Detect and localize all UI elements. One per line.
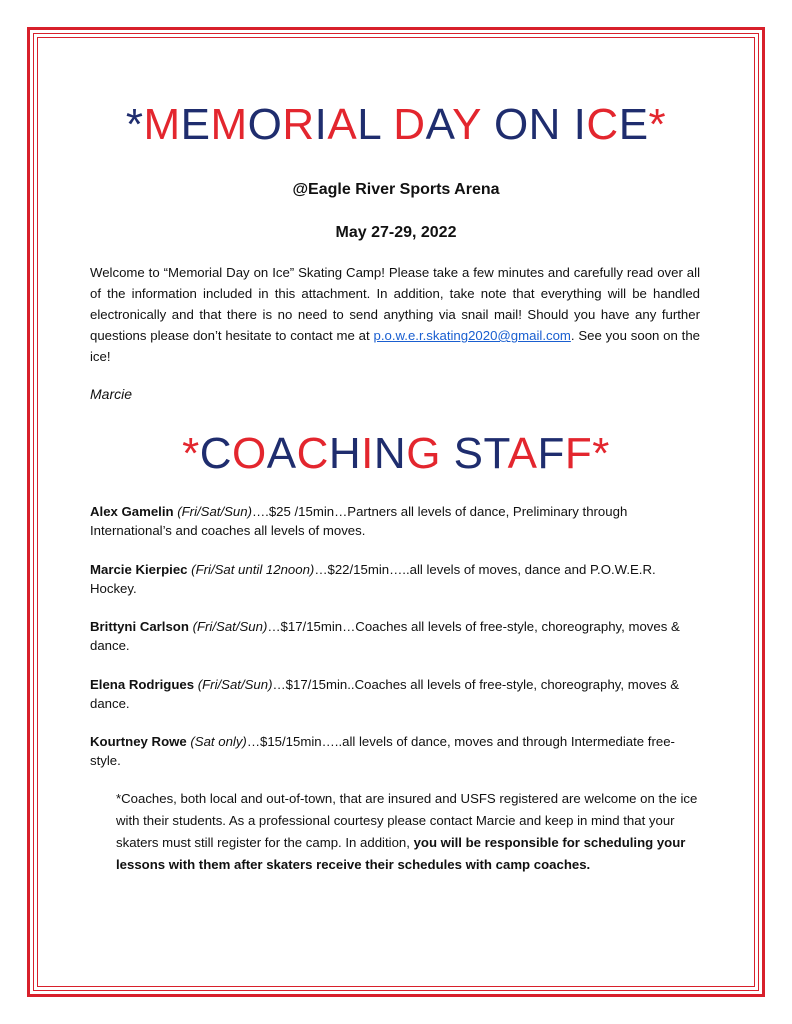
title-char: M xyxy=(210,100,248,149)
title-char: O xyxy=(247,100,283,149)
title-char: N xyxy=(528,100,574,149)
note-emphasis: you will be responsible for scheduling your lessons with them after skaters receive their schedules with camp coaches. xyxy=(116,835,686,872)
title-char: * xyxy=(648,100,667,149)
title-char: O xyxy=(493,100,529,149)
title-char: I xyxy=(361,429,374,478)
signature: Marcie xyxy=(90,386,133,402)
coach-entry xyxy=(90,617,690,655)
coach-name: Kourtney Rowe xyxy=(90,734,187,749)
title-char: R xyxy=(282,100,315,149)
title-char: A xyxy=(266,429,297,478)
visiting-coaches-note xyxy=(116,788,706,876)
note-text: *Coaches, both local and out-of-town, that are insured and USFS registered are welcome on the ice with their students. As a professional courtesy please contact Marcie and keep in mind that your skaters must still register for the camp. In addition, xyxy=(116,791,698,850)
venue-heading: @Eagle River Sports Arena xyxy=(292,181,500,198)
title-char: A xyxy=(507,429,538,478)
coach-details: …$15/15min…..all levels of dance, moves and through Intermediate free-style. xyxy=(90,734,675,768)
coach-entry xyxy=(90,675,690,713)
coach-days: (Fri/Sat/Sun) xyxy=(192,619,268,634)
coach-details: …$17/15min..Coaches all levels of free-style, choreography, moves & dance. xyxy=(90,677,680,711)
coach-entry xyxy=(90,560,690,598)
title-char: C xyxy=(586,100,619,149)
coach-days: (Fri/Sat/Sun) xyxy=(197,677,273,692)
title-char: S xyxy=(453,429,484,478)
title-char: * xyxy=(592,429,610,478)
title-char: C xyxy=(199,429,233,478)
title-char: F xyxy=(564,429,593,478)
title-char: M xyxy=(143,100,181,149)
coach-name: Brittyni Carlson xyxy=(90,619,189,634)
title-char: E xyxy=(618,100,649,149)
title-char: F xyxy=(537,429,565,478)
title-char: * xyxy=(182,429,200,478)
welcome-text: Welcome to “Memorial Day on Ice” Skating Camp! Please take a few minutes and carefully read over all of the information included in this attachment. In addition, take note that everything will be handled electronically and that there is no need to send anything via snail mail! Should you have any further questions please don’t hesitate to contact me at xyxy=(90,265,700,343)
coach-details: …$17/15min…Coaches all levels of free-style, choreography, moves & dance. xyxy=(90,619,680,653)
dates-heading: May 27-29, 2022 xyxy=(335,224,457,241)
coach-name: Marcie Kierpiec xyxy=(90,562,188,577)
title-char: I xyxy=(314,100,328,149)
title-char: D xyxy=(393,100,426,149)
coach-details: …$22/15min…..all levels of moves, dance and P.O.W.E.R. Hockey. xyxy=(90,562,656,596)
coach-days: (Fri/Sat/Sun) xyxy=(177,504,252,519)
coach-details: ….$25 /15min…Partners all levels of dance, Preliminary through International’s and coaches all levels of moves. xyxy=(90,504,628,538)
title-char: * xyxy=(125,100,144,149)
title-char: A xyxy=(327,100,358,149)
staff-title xyxy=(0,429,792,478)
welcome-paragraph xyxy=(90,262,700,367)
title-char: G xyxy=(406,429,454,478)
title-char: I xyxy=(573,100,587,149)
title-char: L xyxy=(357,100,394,149)
coach-name: Elena Rodrigues xyxy=(90,677,195,692)
title-char: T xyxy=(483,429,508,478)
title-char: O xyxy=(232,429,267,478)
coach-entry xyxy=(90,732,690,770)
title-char: Y xyxy=(452,100,494,149)
event-title xyxy=(0,100,792,149)
coach-days: (Sat only) xyxy=(190,734,247,749)
contact-email-link[interactable]: p.o.w.e.r.skating2020@gmail.com xyxy=(373,328,571,343)
title-char: H xyxy=(328,429,362,478)
title-char: N xyxy=(373,429,407,478)
coach-name: Alex Gamelin xyxy=(90,504,174,519)
title-char: C xyxy=(296,429,329,478)
coach-days: (Fri/Sat until 12noon) xyxy=(191,562,315,577)
coach-entry xyxy=(90,502,690,540)
welcome-closing: . See you soon on the ice! xyxy=(90,328,701,364)
title-char: E xyxy=(180,100,211,149)
title-char: A xyxy=(425,100,453,149)
